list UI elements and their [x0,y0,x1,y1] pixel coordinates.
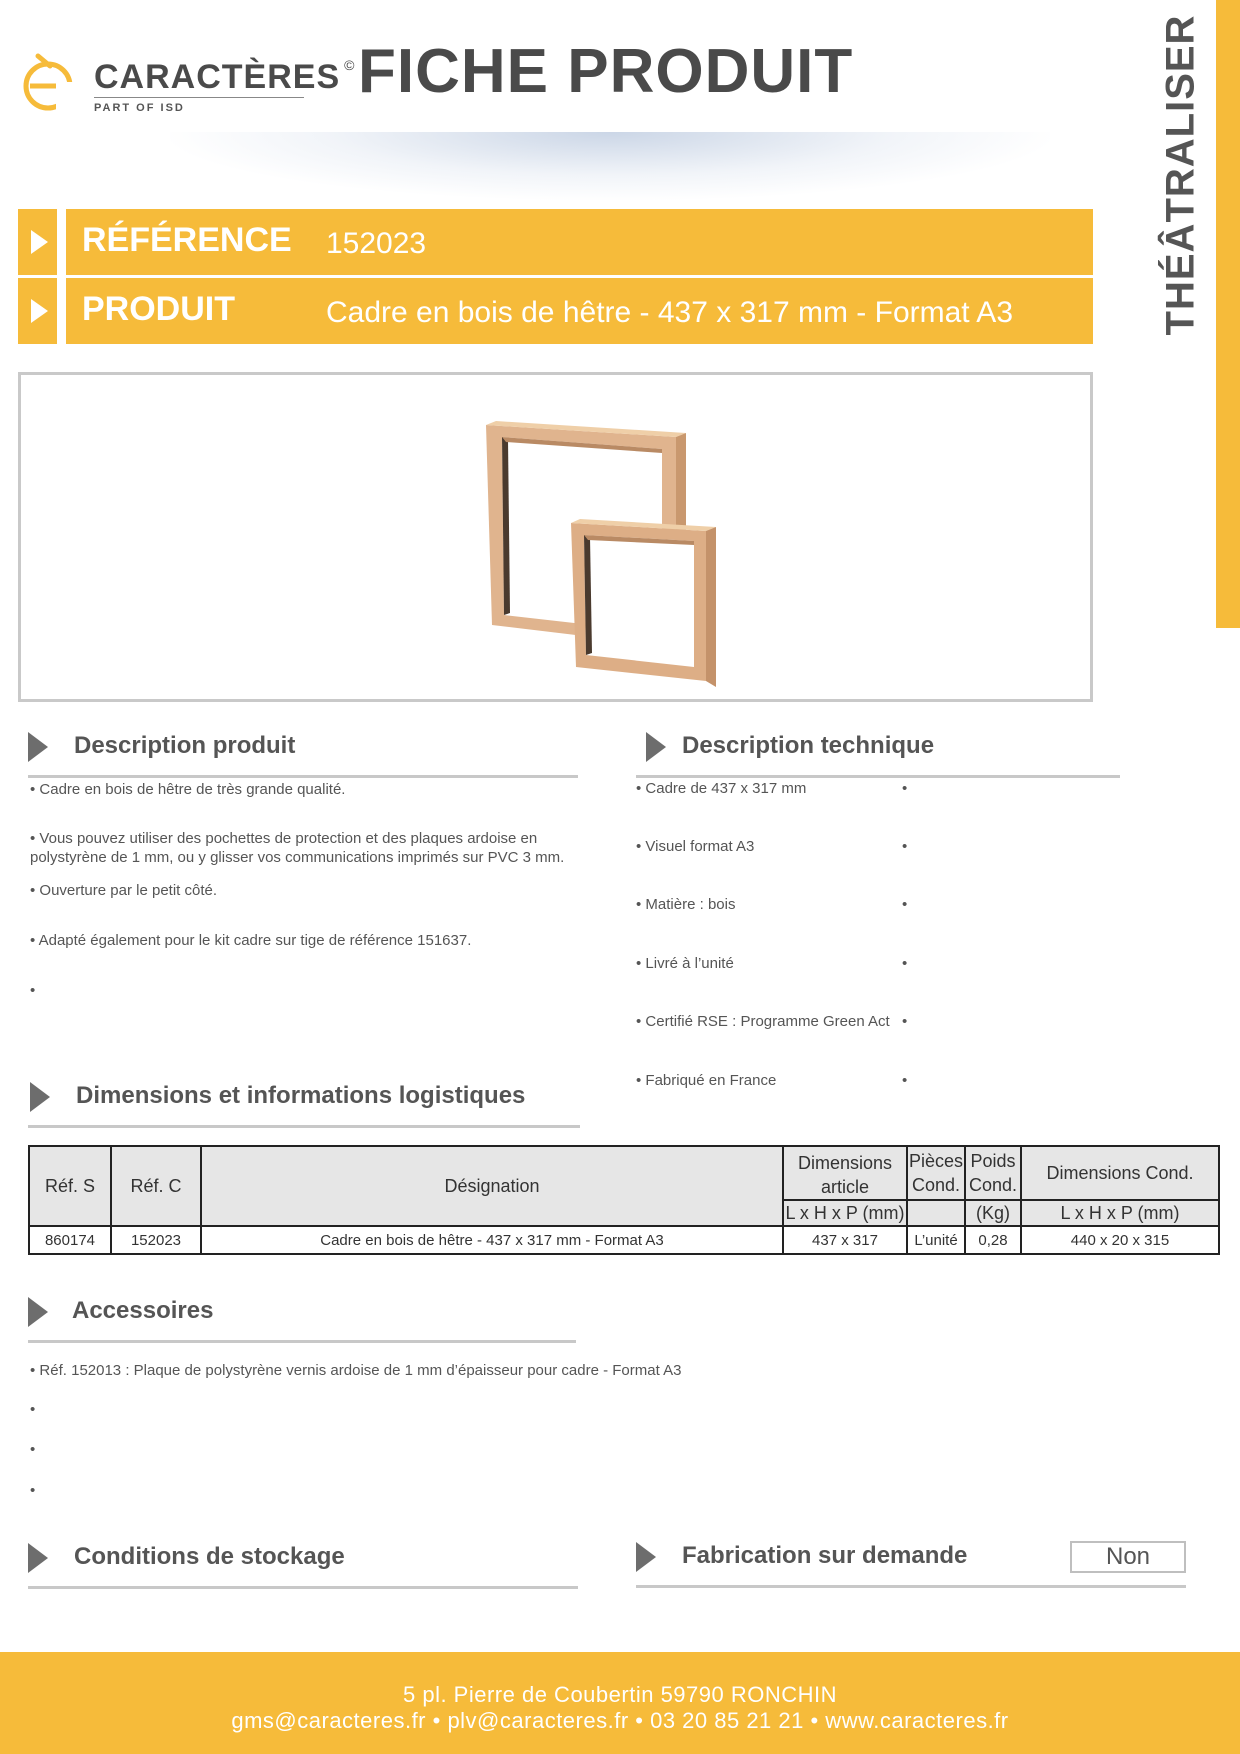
description-produit-item: • [30,982,36,999]
section-arrow-icon [30,1082,50,1112]
technique-dot: • [902,780,908,797]
page-title: FICHE PRODUIT [358,37,854,106]
product-arrow-icon [18,278,57,344]
description-produit-title: Description produit [74,732,296,759]
cell-ref-s: 860174 [29,1226,111,1254]
title-shadow-decoration [170,132,1050,200]
header-designation: Désignation [201,1146,783,1226]
section-divider [636,775,1120,778]
section-arrow-icon [636,1542,656,1572]
unit-dim-article: L x H x P (mm) [783,1200,907,1226]
technique-dot: • [902,838,908,855]
accessoire-item: • [30,1401,36,1418]
stockage-header [28,1525,578,1589]
description-technique-title: Description technique [682,732,935,759]
product-band [18,278,1093,344]
product-image-frame [18,372,1093,702]
description-produit-item: • Ouverture par le petit côté. [30,882,218,899]
reference-band [18,209,1093,275]
section-divider [28,775,578,778]
fabrication-value-box: Non [1070,1541,1186,1573]
brand-tagline: PART OF ISD [94,102,185,114]
fabrication-title: Fabrication sur demande [682,1542,968,1569]
side-accent-bar [1216,0,1240,628]
footer-address: 5 pl. Pierre de Coubertin 59790 RONCHIN [402,1682,838,1707]
brand-logo [16,44,356,120]
technique-item: • Cadre de 437 x 317 mm [636,780,807,797]
header-dim-cond: Dimensions Cond. [1021,1146,1219,1200]
cell-designation: Cadre en bois de hêtre - 437 x 317 mm - Format A3 [201,1226,783,1254]
header-poids: Poids Cond. [965,1146,1021,1200]
accessoires-title: Accessoires [72,1297,214,1324]
technique-item: • Fabriqué en France [636,1072,777,1089]
technique-dot: • [902,1013,908,1030]
brand-divider [94,97,304,98]
description-produit-item: • Vous pouvez utiliser des pochettes de protection et des plaques ardoise en polystyrène de 1 mm, ou y glisser vos communications imprimés sur PVC 3 mm. [30,830,565,866]
cell-poids: 0,28 [965,1226,1021,1254]
product-label: PRODUIT [82,290,235,328]
table-row [29,1226,1219,1254]
logistique-title: Dimensions et informations logistiques [76,1082,526,1109]
description-produit-header [28,714,578,778]
footer [0,1652,1240,1754]
header-ref-c: Réf. C [111,1146,201,1226]
product-value: Cadre en bois de hêtre - 437 x 317 mm - Format A3 [326,296,1013,329]
brand-name: CARACTÈRES © [94,56,356,96]
stockage-title: Conditions de stockage [74,1543,345,1570]
technique-dot: • [902,896,908,913]
header-ref-s: Réf. S [29,1146,111,1226]
accessoire-item: • [30,1441,36,1458]
accessoire-item: • [30,1482,36,1499]
accessoires-header [28,1279,576,1343]
section-divider [28,1125,580,1128]
reference-label: RÉFÉRENCE [82,221,292,259]
section-arrow-icon [28,732,48,762]
technique-item: • Livré à l’unité [636,955,734,972]
section-arrow-icon [28,1297,48,1327]
header-dim-article: Dimensions article [783,1146,907,1200]
caracteres-logo-icon [16,52,80,112]
wooden-frames-image [476,397,736,687]
section-divider [636,1585,1186,1588]
table-header-row [29,1146,1219,1200]
technique-item: • Matière : bois [636,896,736,913]
unit-poids: (Kg) [965,1200,1021,1226]
cell-pieces: L’unité [907,1226,965,1254]
section-divider [28,1586,578,1589]
cell-ref-c: 152023 [111,1226,201,1254]
technique-item: • Visuel format A3 [636,838,755,855]
description-technique-header [636,714,1120,778]
cell-dim-cond: 440 x 20 x 315 [1021,1226,1219,1254]
accessoire-item: • Réf. 152013 : Plaque de polystyrène vernis ardoise de 1 mm d’épaisseur pour cadre - Format A3 [30,1362,682,1379]
section-divider [28,1340,576,1343]
reference-value: 152023 [326,227,427,260]
cell-dim-article: 437 x 317 [783,1226,907,1254]
reference-arrow-icon [18,209,57,275]
category-label: THÉÂTRALISER [1158,14,1203,336]
unit-pieces [907,1200,965,1226]
unit-dim-cond: L x H x P (mm) [1021,1200,1219,1226]
description-produit-item: • Cadre en bois de hêtre de très grande qualité. [30,781,346,798]
description-produit-item: • Adapté également pour le kit cadre sur tige de référence 151637. [30,932,472,949]
section-arrow-icon [28,1543,48,1573]
technique-dot: • [902,955,908,972]
header-pieces: Pièces Cond. [907,1146,965,1200]
section-arrow-icon [646,732,666,762]
technique-item: • Certifié RSE : Programme Green Act [636,1013,890,1030]
footer-contacts: gms@caracteres.fr • plv@caracteres.fr • 03 20 85 21 21 • www.caracteres.fr [231,1708,1009,1733]
logistique-header [28,1064,580,1128]
technique-dot: • [902,1072,908,1089]
logistics-table [28,1145,1220,1255]
